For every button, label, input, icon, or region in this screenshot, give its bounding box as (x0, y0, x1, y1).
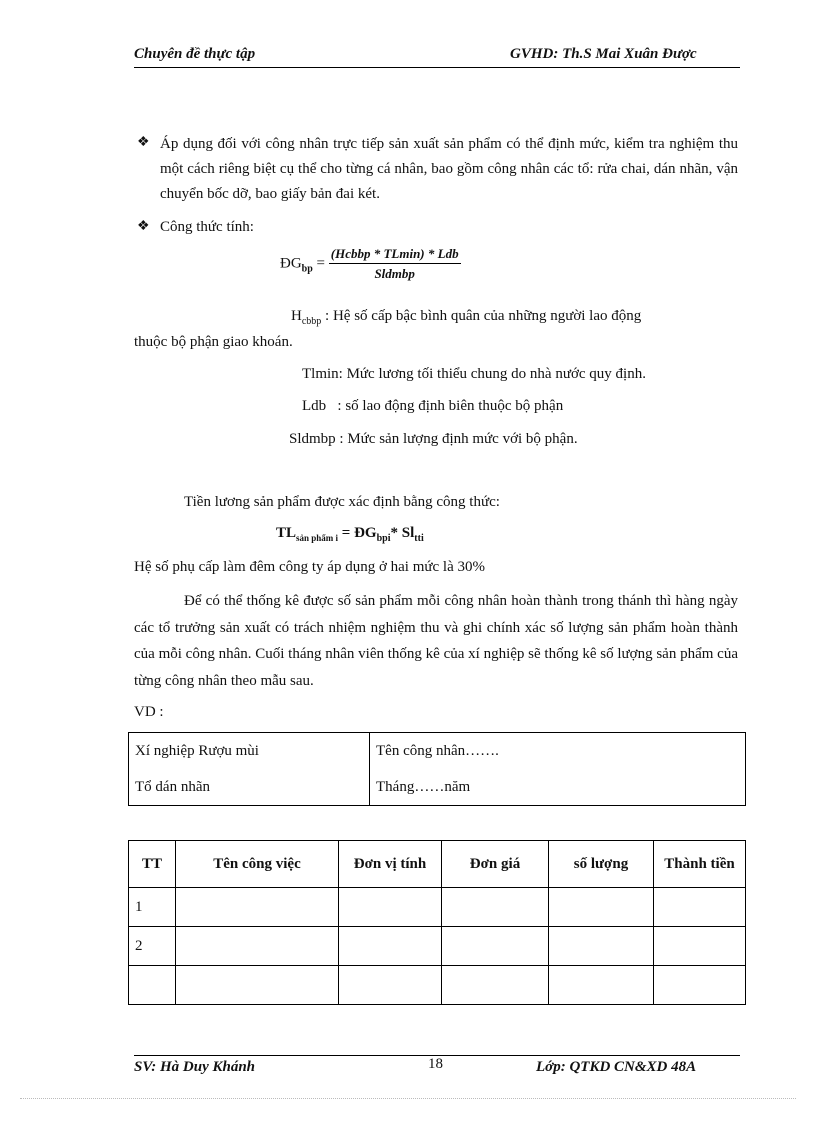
table-cell (654, 888, 746, 927)
col-header: Đơn giá (442, 841, 549, 888)
info-cell: Tên công nhân……. (370, 733, 746, 770)
formula-numerator: (Hcbbp * TLmin) * Ldb (329, 246, 461, 264)
formula-dg: $ĐG_{bp}$ = $\frac{\text{(Hcbbp * TLmin) * Ldb}}{\text{Sldmbp}}$ (280, 246, 459, 281)
table-cell (654, 927, 746, 966)
col-header: Đơn vị tính (339, 841, 442, 888)
formula2-eq: = ĐG (338, 525, 377, 541)
col-header: TT (129, 841, 176, 888)
table-cell (339, 927, 442, 966)
table-row (129, 888, 746, 927)
hcbbp-sub: cbbp (301, 316, 322, 327)
table-cell (129, 966, 176, 1005)
table-cell (176, 966, 339, 1005)
header-left: Chuyên đề thực tập (134, 46, 256, 62)
formula-lhs-sub: bp (301, 263, 313, 275)
table-cell (442, 927, 549, 966)
table-cell (442, 888, 549, 927)
table-cell (442, 966, 549, 1005)
salary-paragraph: Tiền lương sản phẩm được xác định bằng công thức: (184, 494, 500, 510)
bullet-paragraph-2: Công thức tính: (160, 219, 254, 235)
formula2-tl: TL (276, 525, 297, 541)
definition-sldmbp: Sldmbp : Mức sản lượng định mức với bộ phận. (289, 431, 578, 447)
diamond-bullet-icon: ❖ (137, 219, 150, 234)
table-cell (549, 927, 654, 966)
header-rule (134, 67, 740, 68)
table-cell (176, 888, 339, 927)
info-cell: Tổ dán nhãn (129, 769, 370, 806)
example-label: VD : (134, 704, 164, 720)
bullet-paragraph-1: Áp dụng đối với công nhân trực tiếp sản xuất sản phẩm có thể định mức, kiểm tra nghiệm thu một cách riêng biệt cụ thể cho từng cá nhân, bao gồm công nhân các tổ: rửa chai, dán nhãn, vận chuyển bốc dỡ, bao giấy bản đai két. (160, 136, 738, 202)
formula-denominator: Sldmbp (374, 266, 415, 281)
diamond-bullet-icon: ❖ (137, 135, 150, 150)
formula2-tl-sub: sản phẩm i (296, 533, 339, 543)
allowance-paragraph: Hệ số phụ cấp làm đêm công ty áp dụng ở hai mức là 30% (134, 559, 485, 575)
hcbbp-text: : Hệ số cấp bậc bình quân của những người lao động (325, 308, 642, 324)
page-number: 18 (428, 1056, 443, 1072)
table-header-row (129, 841, 746, 888)
table-cell (654, 966, 746, 1005)
col-header: số lượng (549, 841, 654, 888)
work-table (128, 840, 746, 1005)
table-cell: 1 (129, 888, 176, 927)
stats-paragraph: Để có thể thống kê được số sản phẩm mỗi công nhân hoàn thành trong thánh thì hàng ngày các tổ trưởng sản xuất có trách nhiệm nghiệm thu và ghi chính xác số lượng sản phẩm hoàn thành của mỗi công nhân. Cuối tháng nhân viên thống kê của xí nghiệp sẽ thống kê số lượng sản phẩm của từng công nhân theo mẫu sau. (134, 593, 738, 689)
table-cell (339, 966, 442, 1005)
col-header: Thành tiền (654, 841, 746, 888)
col-header: Tên công việc (176, 841, 339, 888)
info-table (128, 732, 746, 806)
info-cell: Xí nghiệp Rượu mùi (129, 733, 370, 770)
formula2-sl-sub: tti (414, 533, 424, 544)
table-cell (339, 888, 442, 927)
formula-lhs: ĐG (280, 255, 302, 272)
header-right: GVHD: Th.S Mai Xuân Được (510, 46, 697, 62)
formula2-sl: * Sl (390, 525, 415, 541)
info-cell: Tháng……năm (370, 769, 746, 806)
definition-ldb: Ldb : số lao động định biên thuộc bộ phận (302, 398, 564, 414)
hcbbp-symbol: H (291, 308, 302, 324)
table-row (129, 769, 746, 806)
table-row (129, 966, 746, 1005)
table-cell (549, 966, 654, 1005)
table-row (129, 927, 746, 966)
definition-hcbbp-cont: thuộc bộ phận giao khoán. (134, 334, 293, 350)
formula-tl (276, 525, 424, 544)
formula2-dg-sub: bpi (376, 533, 391, 544)
table-cell (549, 888, 654, 927)
table-row (129, 733, 746, 770)
table-cell: 2 (129, 927, 176, 966)
formula-fraction (329, 246, 461, 282)
footer-right: Lớp: QTKD CN&XD 48A (536, 1059, 697, 1075)
definition-hcbbp (291, 304, 738, 334)
table-cell (176, 927, 339, 966)
definition-tlmin: Tlmin: Mức lương tối thiểu chung do nhà nước quy định. (302, 366, 646, 382)
page-edge-dots (20, 1098, 796, 1099)
footer-left: SV: Hà Duy Khánh (134, 1059, 256, 1075)
